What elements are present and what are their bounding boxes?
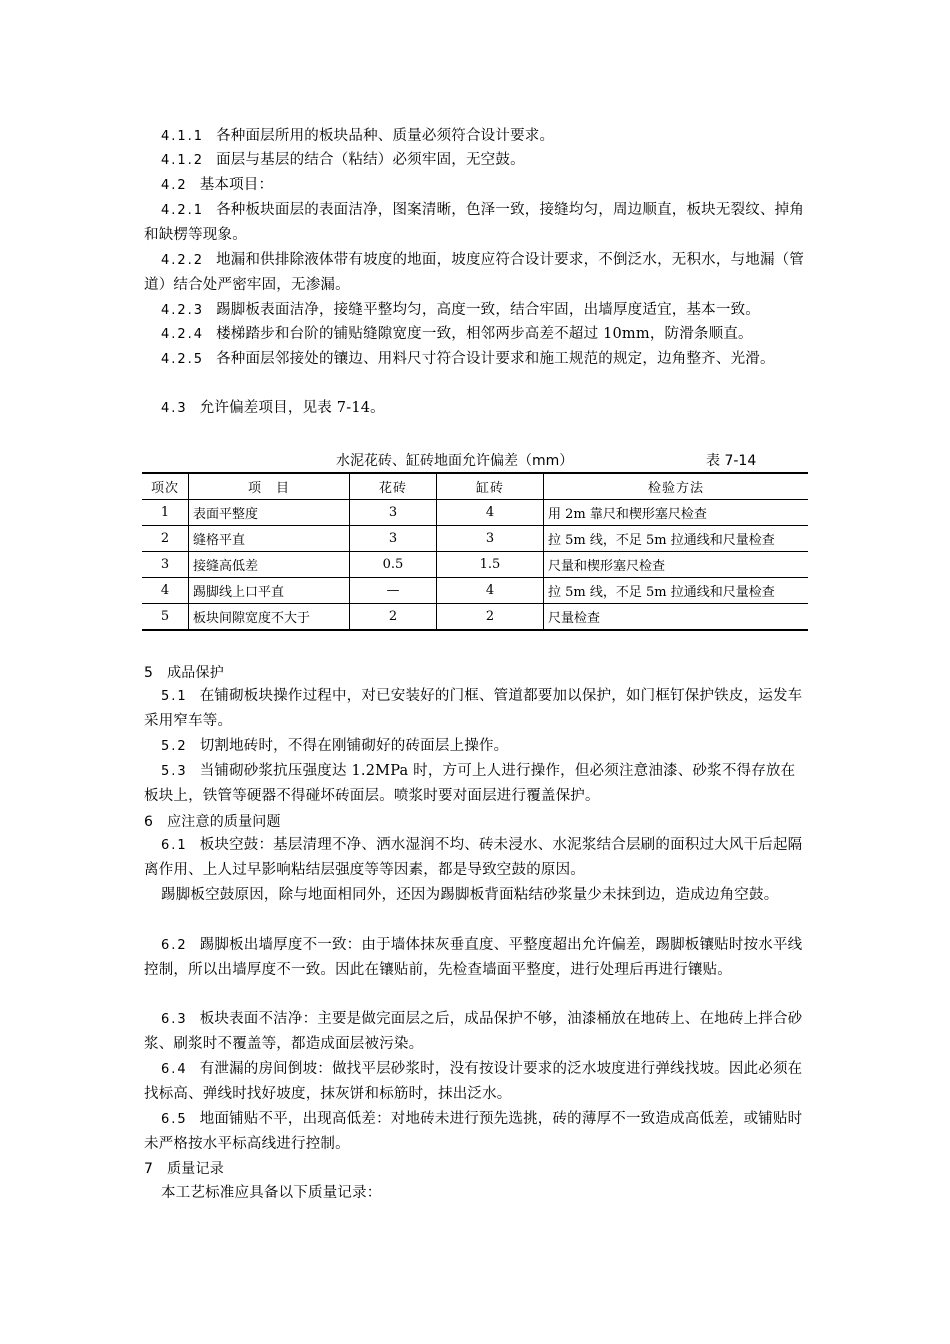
paragraph-4-2-4: 4.2.4 楼梯踏步和台阶的铺贴缝隙宽度一致，相邻两步高差不超过 10mm，防滑条顺直。: [161, 326, 753, 342]
header-method: 检验方法: [544, 473, 809, 500]
table-row: [142, 578, 808, 604]
section-5-heading: 5 成品保护: [144, 665, 224, 681]
paragraph-6-4: 6.4 有泄漏的房间倒坡：做找平层砂浆时，没有按设计要求的泛水坡度进行弹线找坡。因此必须在找标高、弹线时找好坡度，抹灰饼和标筋时，抹出泛水。: [144, 1061, 803, 1102]
cell-index: 3: [142, 552, 189, 578]
cell-flower-brick: 3: [350, 526, 437, 552]
cell-clay-brick: 4: [437, 500, 544, 526]
paragraph-4-1-2: 4.1.2 面层与基层的结合（粘结）必须牢固，无空鼓。: [161, 152, 525, 168]
paragraph-4-2-1: 4.2.1 各种板块面层的表面洁净，图案清晰，色泽一致，接缝均匀，周边顺直，板块无裂纹、掉角和缺楞等现象。: [144, 202, 805, 243]
cell-item: 板块间隙宽度不大于: [189, 604, 350, 631]
paragraph-6-1: 6.1 板块空鼓：基层清理不净、洒水湿润不均、砖未浸水、水泥浆结合层刷的面积过大风干后起隔离作用、上人过早影响粘结层强度等等因素，都是导致空鼓的原因。: [144, 837, 803, 878]
paragraph-6-3: 6.3 板块表面不洁净：主要是做完面层之后，成品保护不够，油漆桶放在地砖上、在地砖上拌合砂浆、刷浆时不覆盖等，都造成面层被污染。: [144, 1011, 803, 1052]
paragraph-6-1-note: 踢脚板空鼓原因，除与地面相同外，还因为踢脚板背面粘结砂浆量少未抹到边，造成边角空鼓。: [161, 887, 779, 903]
cell-clay-brick: 4: [437, 578, 544, 604]
cell-clay-brick: 1.5: [437, 552, 544, 578]
cell-method: 用 2m 靠尺和楔形塞尺检查: [544, 500, 809, 526]
table-row: [142, 500, 808, 526]
table-row: [142, 526, 808, 552]
cell-method: 拉 5m 线，不足 5m 拉通线和尺量检查: [544, 578, 809, 604]
paragraph-6-5: 6.5 地面铺贴不平，出现高低差：对地砖未进行预先选挑，砖的薄厚不一致造成高低差，或铺贴时未严格按水平标高线进行控制。: [144, 1111, 803, 1152]
paragraph-6-2: 6.2 踢脚板出墙厚度不一致：由于墙体抹灰垂直度、平整度超出允许偏差，踢脚板镶贴时按水平线控制，所以出墙厚度不一致。因此在镶贴前，先检查墙面平整度，进行处理后再进行镶贴。: [144, 937, 803, 978]
header-index: 项次: [142, 473, 189, 500]
cell-clay-brick: 2: [437, 604, 544, 631]
paragraph-4-2-5: 4.2.5 各种面层邻接处的镶边、用料尺寸符合设计要求和施工规范的规定，边角整齐、光滑。: [161, 351, 775, 367]
cell-method: 尺量检查: [544, 604, 809, 631]
paragraph-4-2-3: 4.2.3 踢脚板表面洁净，接缝平整均匀，高度一致，结合牢固，出墙厚度适宜，基本一致。: [161, 302, 760, 318]
section-6-heading: 6 应注意的质量问题: [144, 814, 281, 830]
paragraph-4-3: 4.3 允许偏差项目，见表 7-14。: [161, 400, 385, 416]
table-number: 表 7-14: [706, 453, 757, 469]
table-header-row: [142, 473, 808, 500]
paragraph-4-2-2: 4.2.2 地漏和供排除液体带有坡度的地面，坡度应符合设计要求，不倒泛水，无积水，与地漏（管道）结合处严密牢固，无渗漏。: [144, 252, 805, 293]
cell-item: 缝格平直: [189, 526, 350, 552]
paragraph-5-2: 5.2 切割地砖时，不得在刚铺砌好的砖面层上操作。: [161, 738, 509, 754]
cell-item: 接缝高低差: [189, 552, 350, 578]
header-clay-brick: 缸砖: [437, 473, 544, 500]
cell-index: 1: [142, 500, 189, 526]
cell-item: 踢脚线上口平直: [189, 578, 350, 604]
cell-clay-brick: 3: [437, 526, 544, 552]
cell-flower-brick: 0.5: [350, 552, 437, 578]
table-row: [142, 552, 808, 578]
deviation-table: [142, 472, 808, 631]
paragraph-7: 本工艺标准应具备以下质量记录：: [161, 1185, 382, 1201]
cell-method: 拉 5m 线，不足 5m 拉通线和尺量检查: [544, 526, 809, 552]
section-7-heading: 7 质量记录: [144, 1161, 224, 1177]
cell-item: 表面平整度: [189, 500, 350, 526]
paragraph-5-3: 5.3 当铺砌砂浆抗压强度达 1.2MPa 时，方可上人进行操作，但必须注意油漆、砂浆不得存放在板块上，铁管等硬器不得碰坏砖面层。喷浆时要对面层进行覆盖保护。: [144, 763, 796, 804]
cell-index: 4: [142, 578, 189, 604]
paragraph-4-2: 4.2 基本项目：: [161, 177, 274, 193]
paragraph-4-1-1: 4.1.1 各种面层所用的板块品种、质量必须符合设计要求。: [161, 128, 555, 144]
cell-method: 尺量和楔形塞尺检查: [544, 552, 809, 578]
cell-index: 5: [142, 604, 189, 631]
table-row: [142, 604, 808, 631]
cell-flower-brick: 3: [350, 500, 437, 526]
cell-flower-brick: —: [350, 578, 437, 604]
table-title: 水泥花砖、缸砖地面允许偏差（mm）: [336, 453, 574, 469]
cell-flower-brick: 2: [350, 604, 437, 631]
header-item: 项 目: [189, 473, 350, 500]
paragraph-5-1: 5.1 在铺砌板块操作过程中，对已安装好的门框、管道都要加以保护，如门框钉保护铁皮，运发车采用窄车等。: [144, 688, 803, 729]
header-flower-brick: 花砖: [350, 473, 437, 500]
cell-index: 2: [142, 526, 189, 552]
